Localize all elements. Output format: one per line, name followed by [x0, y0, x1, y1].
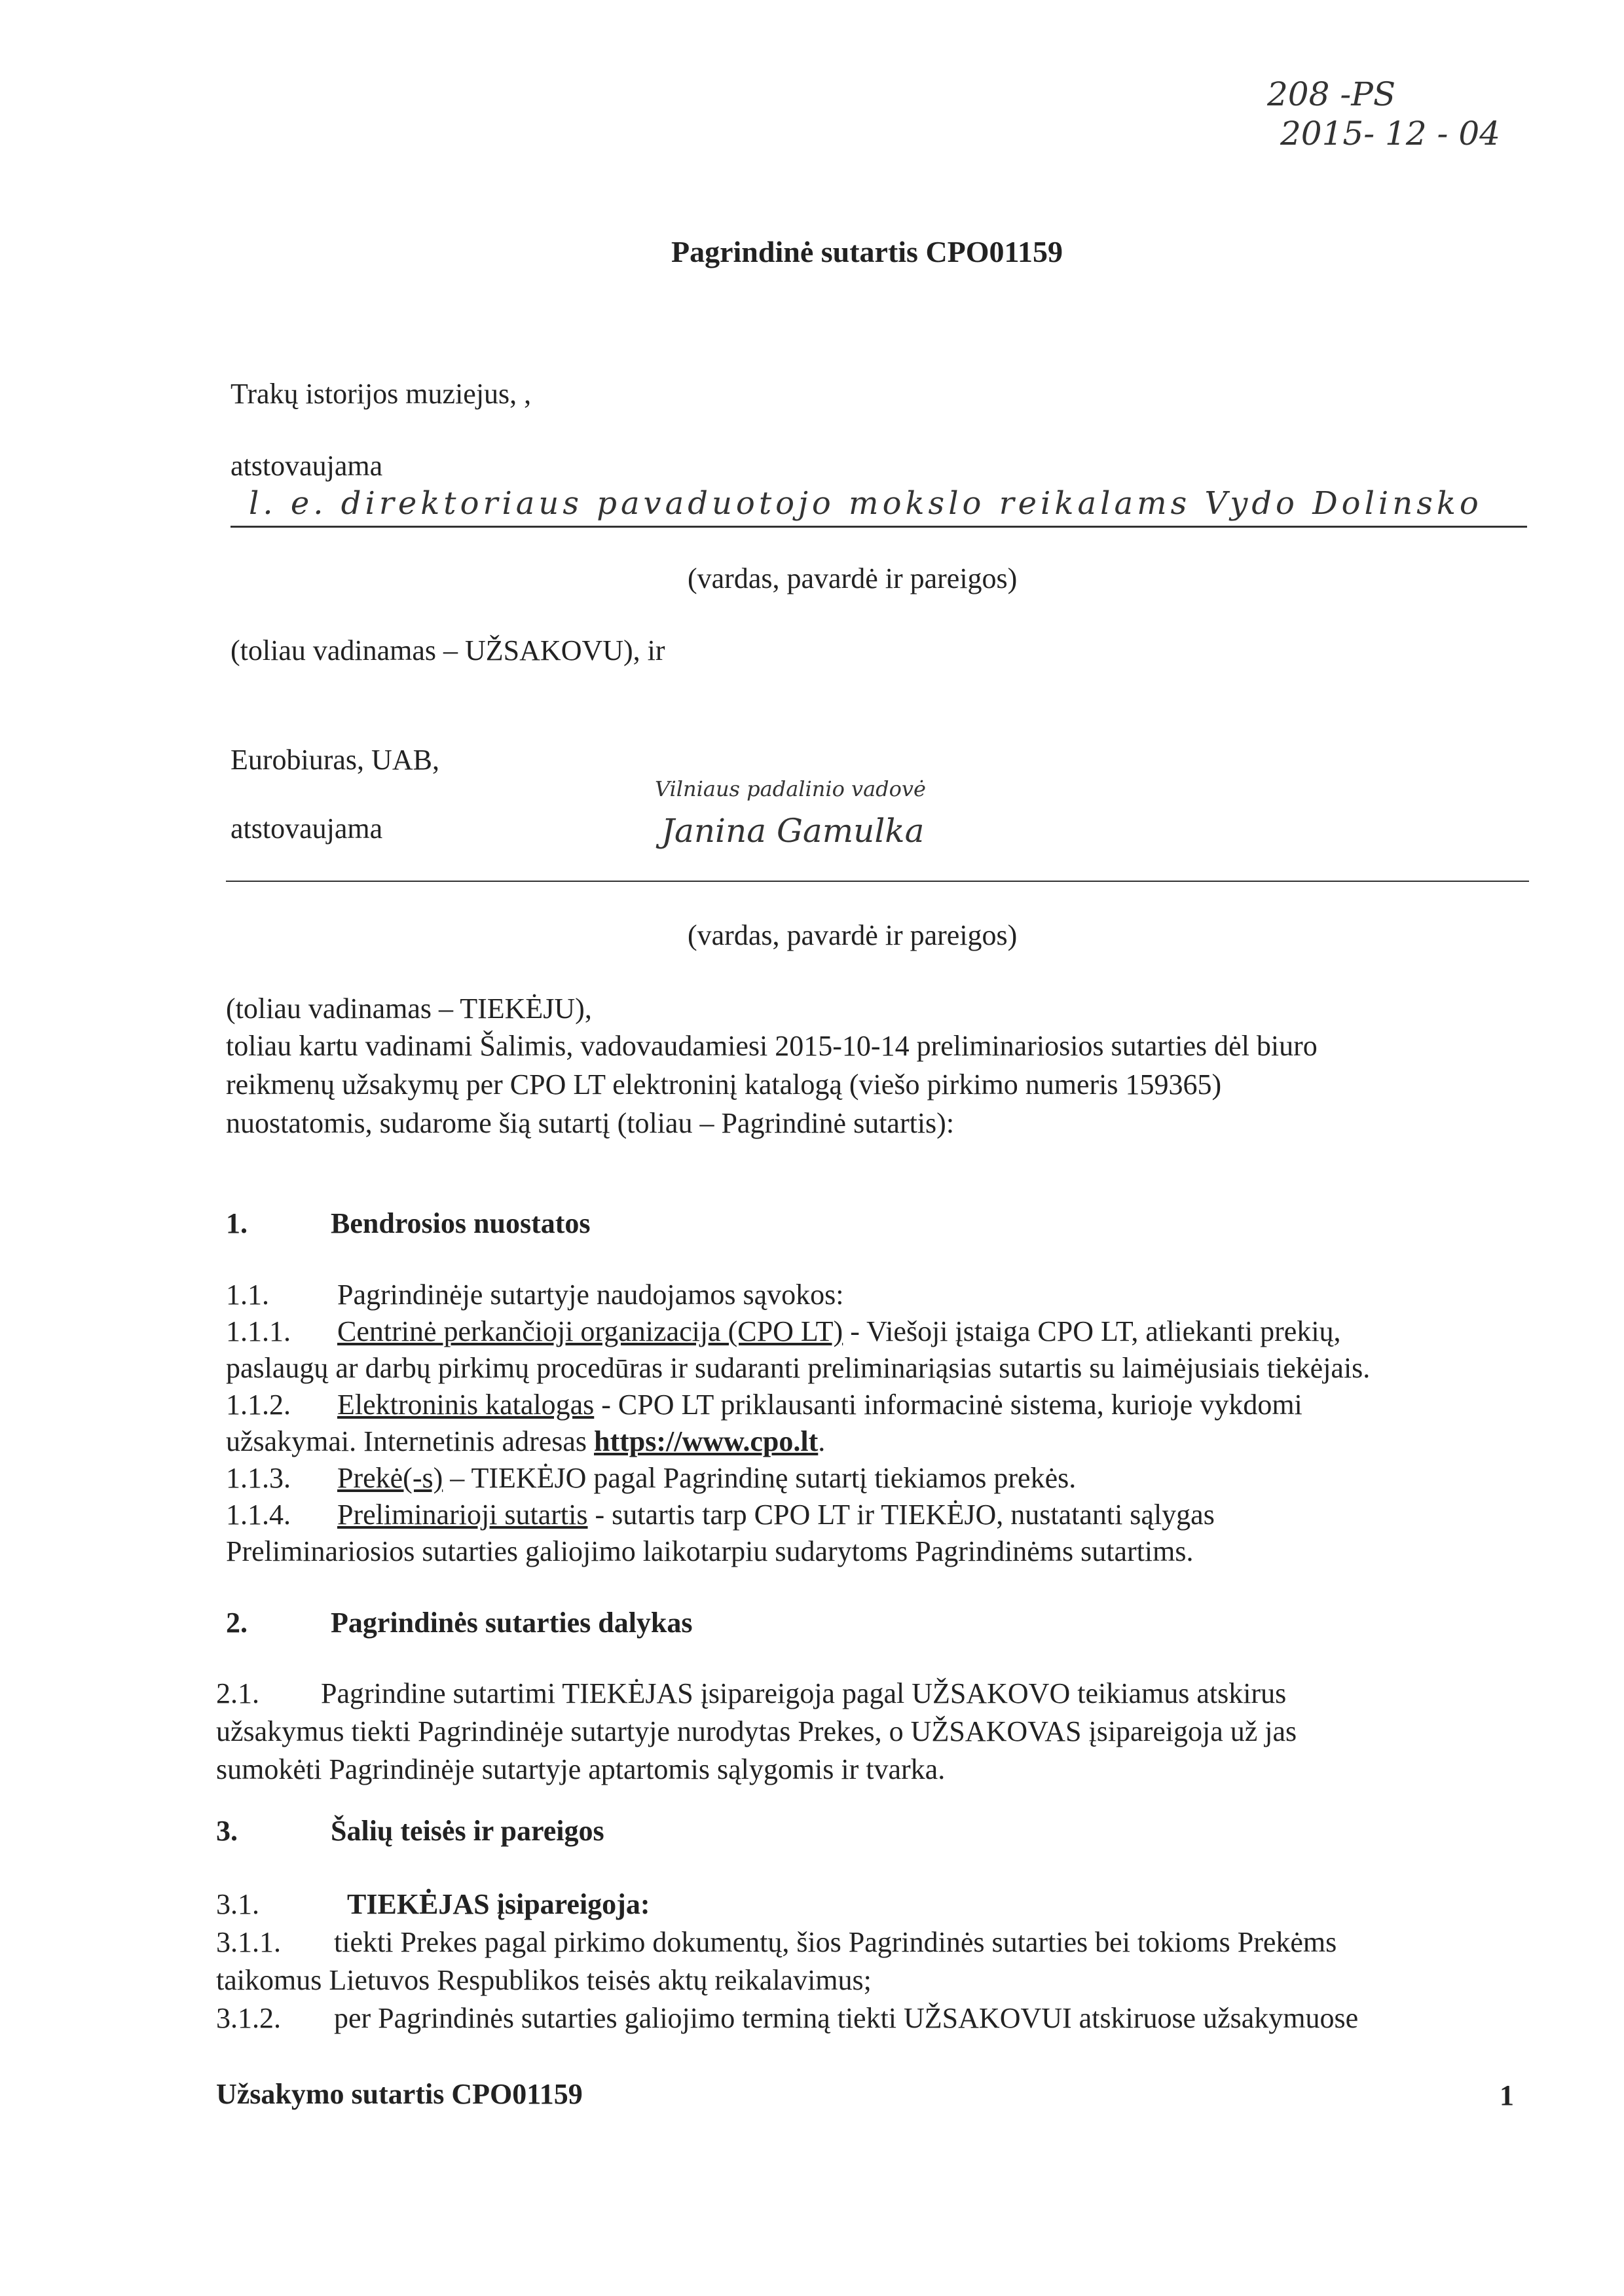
buyer-hereinafter: (toliau vadinamas – UŽSAKOVU), ir	[231, 634, 665, 666]
clause-text: Pagrindinėje sutartyje naudojamos sąvokos:	[337, 1279, 844, 1311]
page-number: 1	[1500, 2079, 1514, 2111]
clause-number: 1.1.4.	[226, 1499, 291, 1531]
clause-number: 2.1.	[216, 1677, 259, 1709]
clause-3-1-2	[216, 1999, 1358, 2037]
document-title: Pagrindinė sutartis CPO01159	[671, 235, 1063, 268]
clause-2-1-cont: sumokėti Pagrindinėje sutartyje aptartomis sąlygomis ir tvarka.	[216, 1753, 946, 1785]
clause-number: 1.1.2.	[226, 1389, 291, 1421]
definition-1-1-1	[226, 1313, 1370, 1350]
section2-heading	[226, 1604, 693, 1641]
clause-number: 1.1.1.	[226, 1315, 291, 1347]
section2-body	[216, 1675, 1297, 1789]
supplier-name: Eurobiuras, UAB,	[231, 744, 439, 776]
definition-1-1-4-cont: Preliminariosios sutarties galiojimo laikotarpiu sudarytoms Pagrindinėms sutartims.	[226, 1535, 1194, 1567]
clause-number: 1.1.	[226, 1279, 269, 1311]
definition-text: - CPO LT priklausanti informacinė sistema, kurioje vykdomi	[594, 1389, 1302, 1421]
clause-1-1	[226, 1277, 1370, 1313]
section1-body	[226, 1277, 1370, 1570]
buyer-representative-handwritten: l. e. direktoriaus pavaduotojo mokslo reikalams Vydo Dolinsko	[249, 485, 1483, 522]
definition-1-1-4	[226, 1497, 1370, 1533]
supplier-stamp-name: Janina Gamulka	[661, 812, 925, 850]
clause-2-1	[216, 1675, 1297, 1713]
buyer-signature-line	[231, 526, 1527, 528]
definition-text: – TIEKĖJO pagal Pagrindinę sutartį tiekiamos prekės.	[443, 1462, 1077, 1494]
definition-term: Prekė(-s)	[337, 1462, 443, 1494]
section2-title: Pagrindinės sutarties dalykas	[331, 1607, 693, 1639]
supplier-signature-line	[226, 881, 1529, 882]
intro-line: reikmenų užsakymų per CPO LT elektroninį katalogą (viešo pirkimo numeris 159365)	[226, 1068, 1222, 1101]
footer-label: Užsakymo sutartis CPO01159	[216, 2078, 583, 2110]
buyer-caption: (vardas, pavardė ir pareigos)	[688, 562, 1018, 594]
definition-1-1-1-cont: paslaugų ar darbų pirkimų procedūras ir sudaranti preliminariąsias sutartis su laimėjusiais tiekėjais.	[226, 1352, 1371, 1384]
registration-date: 2015- 12 - 04	[1280, 115, 1500, 153]
section2-number: 2.	[226, 1607, 248, 1639]
supplier-represented-label: atstovaujama	[231, 812, 383, 845]
clause-number: 3.1.2.	[216, 2002, 281, 2034]
supplier-stamp-position: Vilniaus padalinio vadovė	[655, 776, 926, 801]
clause-2-1-cont: užsakymus tiekti Pagrindinėje sutartyje nurodytas Prekes, o UŽSAKOVAS įsipareigoja už jas	[216, 1715, 1297, 1747]
supplier-hereinafter: (toliau vadinamas – TIEKĖJU),	[226, 993, 592, 1025]
clause-number: 3.1.	[216, 1888, 259, 1920]
intro-line: nuostatomis, sudarome šią sutartį (toliau – Pagrindinė sutartis):	[226, 1107, 955, 1139]
section1-number: 1.	[226, 1207, 248, 1239]
section3-heading	[216, 1812, 604, 1850]
buyer-name: Trakų istorijos muziejus, ,	[231, 378, 532, 410]
intro-line: toliau kartu vadinami Šalimis, vadovaudamiesi 2015-10-14 preliminariosios sutarties dėl biuro	[226, 1030, 1318, 1062]
section3-number: 3.	[216, 1815, 238, 1847]
registration-number: 208 -PS	[1267, 75, 1396, 113]
definition-text: užsakymai. Internetinis adresas	[226, 1425, 595, 1457]
clause-number: 3.1.1.	[216, 1926, 281, 1958]
section3-body	[216, 1886, 1358, 2037]
clause-text: per Pagrindinės sutarties galiojimo terminą tiekti UŽSAKOVUI atskiruose užsakymuose	[334, 2002, 1359, 2034]
definition-term: Elektroninis katalogas	[337, 1389, 595, 1421]
definition-term: Centrinė perkančioji organizacija (CPO LT)	[337, 1315, 843, 1347]
clause-number: 1.1.3.	[226, 1462, 291, 1494]
definition-term: Preliminarioji sutartis	[337, 1499, 588, 1531]
definition-1-1-3	[226, 1460, 1370, 1497]
clause-3-1-1	[216, 1923, 1358, 1961]
clause-text: Pagrindine sutartimi TIEKĖJAS įsipareigoja pagal UŽSAKOVO teikiamus atskirus	[321, 1677, 1287, 1709]
definition-1-1-2-cont	[226, 1423, 1370, 1460]
supplier-caption: (vardas, pavardė ir pareigos)	[688, 919, 1018, 951]
section1-title: Bendrosios nuostatos	[331, 1207, 591, 1239]
clause-title: TIEKĖJAS įsipareigoja:	[347, 1888, 650, 1920]
definition-text: - Viešoji įstaiga CPO LT, atliekanti prekių,	[843, 1315, 1341, 1347]
section3-title: Šalių teisės ir pareigos	[331, 1815, 604, 1847]
catalog-url-link[interactable]: https://www.cpo.lt	[594, 1425, 819, 1457]
clause-3-1	[216, 1886, 1358, 1923]
clause-text: tiekti Prekes pagal pirkimo dokumentų, šios Pagrindinės sutarties bei tokioms Prekėms	[334, 1926, 1337, 1958]
section1-heading	[226, 1205, 591, 1242]
intro-paragraph	[226, 1027, 1318, 1142]
definition-text: - sutartis tarp CPO LT ir TIEKĖJO, nustatanti sąlygas	[587, 1499, 1215, 1531]
buyer-represented-label: atstovaujama	[231, 450, 383, 482]
clause-3-1-1-cont: taikomus Lietuvos Respublikos teisės aktų reikalavimus;	[216, 1964, 872, 1996]
definition-1-1-2	[226, 1387, 1370, 1423]
definition-text: .	[818, 1425, 826, 1457]
